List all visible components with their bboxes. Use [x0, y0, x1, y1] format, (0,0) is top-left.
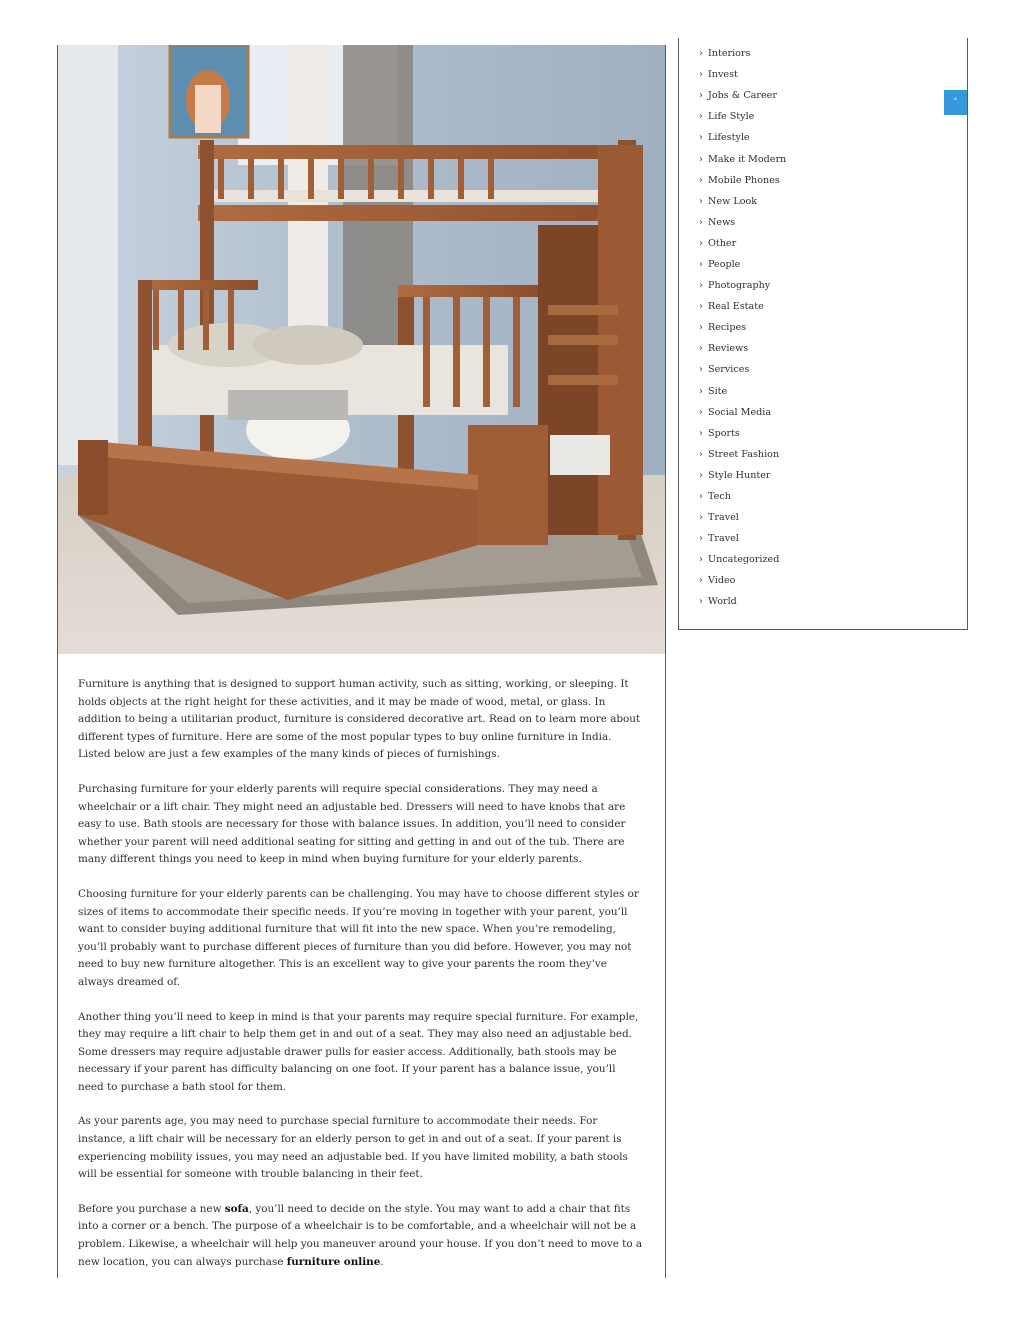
chevron-right-icon: ›	[699, 90, 703, 102]
category-item[interactable]	[699, 528, 786, 549]
category-item[interactable]	[699, 148, 786, 169]
category-label: Uncategorized	[708, 554, 780, 566]
paragraph-text: Before you purchase a new	[78, 1202, 225, 1215]
category-label: New Look	[708, 195, 758, 207]
chevron-right-icon: ›	[699, 153, 703, 165]
article-paragraph-2: Purchasing furniture for your elderly parents will require special considerations. They may need a wheelchair or a lift chair. They might need an adjustable bed. Dressers will need to have knobs that are easy to use. Bath stools are necessary for those with balance issues. In addition, you’ll need to consider whether your parent will need additional seating for sitting and getting in and out of the tub. There are many different things you need to keep in mind when buying furniture for your elderly parents.	[78, 782, 626, 866]
article-card	[57, 45, 666, 1278]
article-paragraph-3: Choosing furniture for your elderly parents can be challenging. You may have to choose different styles or sizes of items to accommodate their specific needs. If you’re moving in together with your parent, you’ll want to consider buying additional furniture that will fit into the new space. When you’re remodeling, you’ll probably want to purchase different pieces of furniture than you did before. However, you may not need to buy new furniture altogether. This is an excellent way to give your parents the room they’ve always dreamed of.	[78, 887, 639, 988]
category-item[interactable]	[699, 507, 786, 528]
chevron-right-icon: ›	[699, 491, 703, 503]
category-label: Other	[708, 237, 737, 249]
category-label: Invest	[708, 69, 738, 81]
category-label: News	[708, 216, 736, 228]
back-to-top-button[interactable]	[944, 90, 967, 115]
category-item[interactable]	[699, 106, 786, 127]
category-label: Street Fashion	[708, 448, 780, 460]
category-label: Make it Modern	[708, 153, 787, 165]
category-label: Video	[708, 575, 736, 587]
category-item[interactable]	[699, 191, 786, 212]
chevron-right-icon: ›	[699, 533, 703, 545]
chevron-right-icon: ›	[699, 512, 703, 524]
category-item[interactable]	[699, 170, 786, 191]
chevron-right-icon: ›	[699, 216, 703, 228]
category-label: Reviews	[708, 343, 749, 355]
category-label: Jobs & Career	[708, 90, 777, 102]
chevron-right-icon: ›	[699, 48, 703, 60]
category-item[interactable]	[699, 254, 786, 275]
article-paragraph-5: As your parents age, you may need to purchase special furniture to accommodate their needs. For instance, a lift chair will be necessary for an elderly person to get in and out of a seat. If your parent is experiencing mobility issues, you may need an adjustable bed. If you have limited mobility, a bath stools will be essential for someone with trouble balancing in their feet.	[78, 1115, 628, 1181]
category-list	[699, 43, 786, 613]
category-label: Services	[708, 364, 750, 376]
category-item[interactable]	[699, 444, 786, 465]
category-label: World	[708, 596, 737, 608]
category-item[interactable]	[699, 549, 786, 570]
chevron-right-icon: ›	[699, 69, 703, 81]
category-label: Recipes	[708, 322, 747, 334]
chevron-right-icon: ›	[699, 111, 703, 123]
category-label: Mobile Phones	[708, 174, 780, 186]
category-item[interactable]	[699, 381, 786, 402]
furniture-online-link[interactable]: furniture online	[286, 1255, 381, 1268]
chevron-right-icon: ›	[699, 301, 703, 313]
chevron-right-icon: ›	[699, 596, 703, 608]
category-item[interactable]	[699, 570, 786, 591]
category-label: Real Estate	[708, 301, 764, 313]
chevron-right-icon: ›	[699, 427, 703, 439]
paragraph-text: , you’ll need to decide on the style. You may want to add a chair that fits into a corner or a bench. The purpose of a wheelchair is to be comfortable, and a wheelchair will not be a problem. Likewise, a wheelchair will help you maneuver around your house. If you don’t need to move to a new location, you can always purchase	[78, 1202, 643, 1268]
category-item[interactable]	[699, 317, 786, 338]
category-item[interactable]	[699, 465, 786, 486]
category-item[interactable]	[699, 233, 786, 254]
category-label: Site	[708, 385, 728, 397]
category-label: Tech	[708, 491, 731, 503]
chevron-right-icon: ›	[699, 448, 703, 460]
category-item[interactable]	[699, 64, 786, 85]
category-label: Travel	[708, 512, 739, 524]
chevron-right-icon: ›	[699, 343, 703, 355]
chevron-right-icon: ›	[699, 554, 703, 566]
chevron-right-icon: ›	[699, 575, 703, 587]
chevron-right-icon: ›	[699, 469, 703, 481]
chevron-up-icon: ˄	[953, 97, 958, 108]
category-label: Style Hunter	[708, 469, 771, 481]
category-item[interactable]	[699, 275, 786, 296]
category-label: Photography	[708, 280, 771, 292]
article-paragraph-6	[78, 1201, 644, 1271]
categories-widget	[678, 38, 968, 630]
category-label: Life Style	[708, 111, 755, 123]
paragraph-text: .	[380, 1255, 384, 1268]
category-item[interactable]	[699, 486, 786, 507]
category-item[interactable]	[699, 359, 786, 380]
chevron-right-icon: ›	[699, 237, 703, 249]
chevron-right-icon: ›	[699, 195, 703, 207]
category-label: People	[708, 258, 741, 270]
chevron-right-icon: ›	[699, 322, 703, 334]
sofa-link[interactable]: sofa	[224, 1202, 249, 1215]
article-body	[78, 676, 644, 1288]
chevron-right-icon: ›	[699, 364, 703, 376]
category-label: Social Media	[708, 406, 772, 418]
category-item[interactable]	[699, 402, 786, 423]
chevron-right-icon: ›	[699, 174, 703, 186]
category-label: Lifestyle	[708, 132, 750, 144]
category-label: Interiors	[708, 48, 751, 60]
category-label: Travel	[708, 533, 739, 545]
chevron-right-icon: ›	[699, 406, 703, 418]
chevron-right-icon: ›	[699, 385, 703, 397]
category-item[interactable]	[699, 423, 786, 444]
category-label: Sports	[708, 427, 740, 439]
category-item[interactable]	[699, 43, 786, 64]
chevron-right-icon: ›	[699, 258, 703, 270]
category-item[interactable]	[699, 127, 786, 148]
hero-image	[58, 45, 665, 654]
article-paragraph-1: Furniture is anything that is designed to support human activity, such as sitting, working, or sleeping. It holds objects at the right height for these activities, and it may be made of wood, metal, or glass. In addition to being a utilitarian product, furniture is considered decorative art. Read on to learn more about different types of furniture. Here are some of the most popular types to buy online furniture in India. Listed below are just a few examples of the many kinds of pieces of furnishings.	[78, 678, 641, 761]
category-item[interactable]	[699, 591, 786, 612]
category-item[interactable]	[699, 85, 786, 106]
category-item[interactable]	[699, 212, 786, 233]
article-paragraph-4: Another thing you’ll need to keep in mind is that your parents may require special furniture. For example, they may require a lift chair to help them get in and out of a seat. They may also need an adjustable bed. Some dressers may require adjustable drawer pulls for easier access. Additionally, bath stools may be necessary if your parent has difficulty balancing on one foot. If your parent has a balance issue, you’ll need to purchase a bath stool for them.	[78, 1010, 639, 1093]
category-item[interactable]	[699, 338, 786, 359]
chevron-right-icon: ›	[699, 280, 703, 292]
category-item[interactable]	[699, 296, 786, 317]
chevron-right-icon: ›	[699, 132, 703, 144]
bunk-bed-photo	[58, 45, 665, 654]
